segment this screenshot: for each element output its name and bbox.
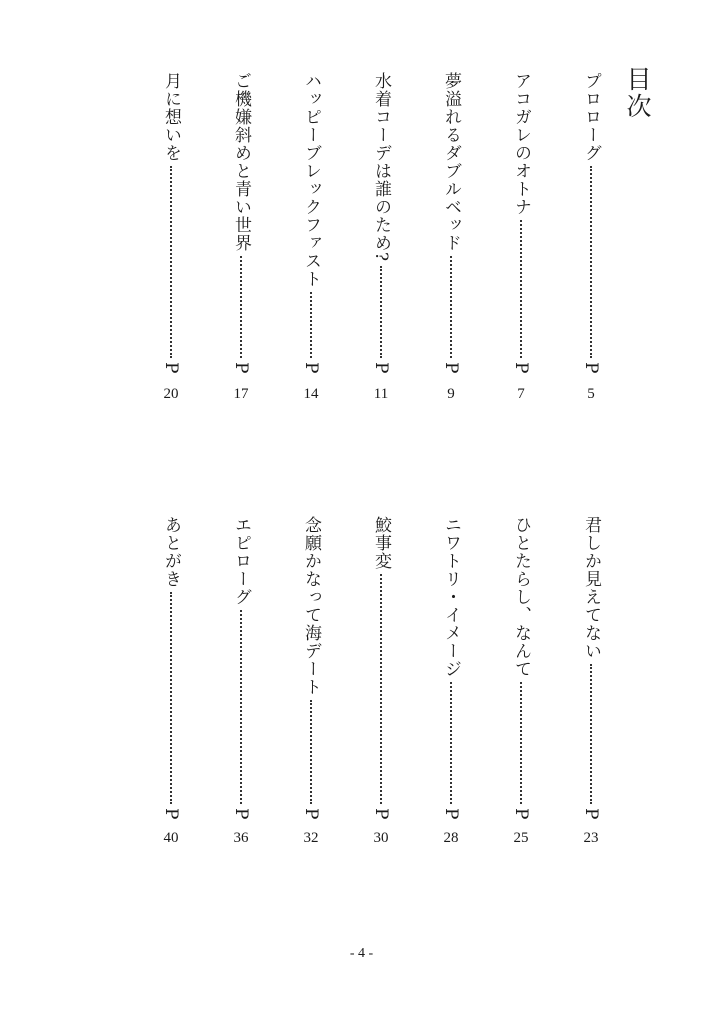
page-prefix: P <box>231 808 251 820</box>
page-prefix: P <box>161 362 181 374</box>
toc-entry[interactable] <box>226 72 256 384</box>
page-number: - 4 - <box>349 946 374 961</box>
toc-entry[interactable] <box>226 516 256 830</box>
dot-leader <box>366 266 396 358</box>
toc-entry[interactable] <box>156 72 186 384</box>
toc-entry-page: 40 <box>163 830 179 846</box>
toc-entry-page: 30 <box>373 830 389 846</box>
toc-entry-title: ご機嫌斜めと青い世界 <box>231 72 251 252</box>
page-prefix: P <box>511 808 531 820</box>
toc-entry[interactable] <box>576 72 606 384</box>
toc-entry-page: 23 <box>583 830 599 846</box>
toc-entry-title: 水着コーデは誰のため? <box>371 72 391 263</box>
toc-entry-page: 7 <box>517 386 525 402</box>
toc-entry-page: 17 <box>233 386 249 402</box>
toc-entry[interactable] <box>156 516 186 830</box>
toc-entry-title: ハッピーブレックファスト <box>301 72 321 288</box>
page-prefix: P <box>301 808 321 820</box>
page-prefix: P <box>581 808 601 820</box>
dot-leader <box>576 664 606 804</box>
toc-title: 目次 <box>623 66 652 120</box>
toc-entry-page: 25 <box>513 830 529 846</box>
dot-leader <box>436 682 466 804</box>
dot-leader <box>226 256 256 358</box>
dot-leader <box>296 700 326 804</box>
toc-entry-title: あとがき <box>161 516 181 588</box>
toc-entry-title: エピローグ <box>231 516 251 606</box>
toc-entry-title: 月に想いを <box>161 72 181 162</box>
toc-entry[interactable] <box>436 72 466 384</box>
toc-entry[interactable] <box>506 72 536 384</box>
toc-entry-page: 9 <box>447 386 455 402</box>
toc-entry-title: 念願かなって海デート <box>301 516 321 696</box>
dot-leader <box>156 592 186 804</box>
dot-leader <box>506 682 536 804</box>
dot-leader <box>296 292 326 358</box>
toc-entry-page: 14 <box>303 386 319 402</box>
dot-leader <box>366 574 396 804</box>
page-prefix: P <box>441 808 461 820</box>
toc-entry[interactable] <box>296 72 326 384</box>
toc-entry[interactable] <box>506 516 536 830</box>
dot-leader <box>506 220 536 358</box>
toc-entry[interactable] <box>296 516 326 830</box>
toc-entry-title: ニワトリ・イメージ <box>441 516 461 678</box>
toc-entry-title: 鮫事変 <box>371 516 391 570</box>
page-prefix: P <box>441 362 461 374</box>
toc-entry-page: 28 <box>443 830 459 846</box>
page-prefix: P <box>581 362 601 374</box>
dot-leader <box>576 166 606 358</box>
page-prefix: P <box>371 808 391 820</box>
toc-entry-page: 11 <box>373 386 389 402</box>
toc-entry[interactable] <box>436 516 466 830</box>
toc-entry[interactable] <box>366 516 396 830</box>
toc-entry-page: 5 <box>587 386 595 402</box>
dot-leader <box>156 166 186 358</box>
toc-entry-title: プロローグ <box>581 72 601 162</box>
toc-entry-title: 夢溢れるダブルベッド <box>441 72 461 252</box>
toc-entry-title: アコガレのオトナ <box>511 72 531 216</box>
toc-entry-page: 36 <box>233 830 249 846</box>
toc-entry-title: ひとたらし、なんて <box>511 516 531 678</box>
toc-entry[interactable] <box>366 72 396 384</box>
toc-entry-page: 20 <box>163 386 179 402</box>
page-prefix: P <box>231 362 251 374</box>
page-prefix: P <box>511 362 531 374</box>
toc-entry[interactable] <box>576 516 606 830</box>
dot-leader <box>226 610 256 804</box>
toc-entry-page: 32 <box>303 830 319 846</box>
page-prefix: P <box>301 362 321 374</box>
dot-leader <box>436 256 466 358</box>
page-prefix: P <box>161 808 181 820</box>
toc-entry-title: 君しか見えてない <box>581 516 601 660</box>
page-prefix: P <box>371 362 391 374</box>
